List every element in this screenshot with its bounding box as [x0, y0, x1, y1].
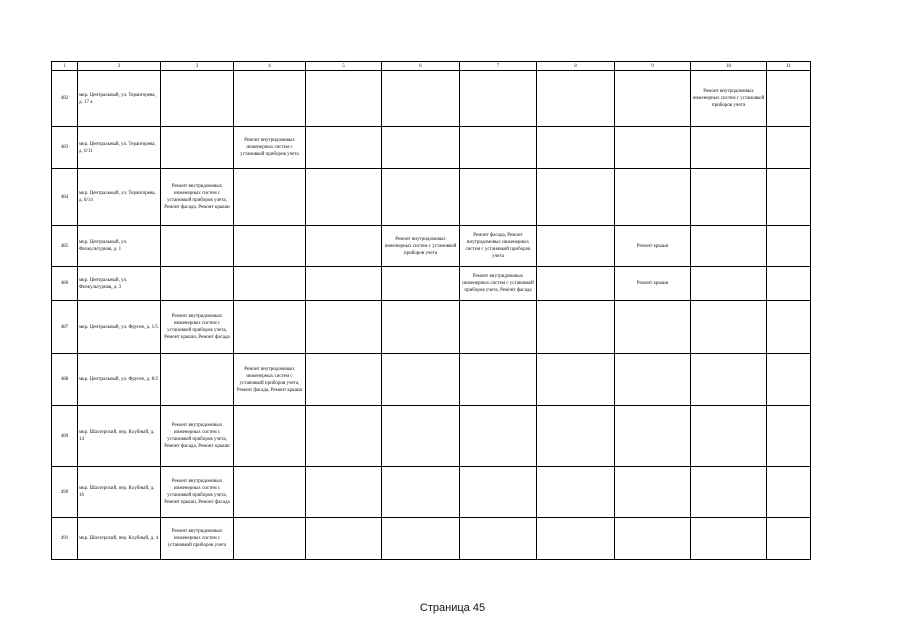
work-type-cell [537, 71, 615, 127]
work-type-cell: Ремонт внутридомовых инженерных систем с установкой приборов учета, Ремонт крыши, Ремонт фасада [161, 301, 234, 354]
work-type-cell [460, 518, 537, 560]
work-type-cell [306, 169, 382, 226]
work-type-cell [234, 467, 306, 518]
work-type-cell [234, 406, 306, 467]
work-type-cell [460, 169, 537, 226]
column-header: 4 [234, 62, 306, 71]
work-type-cell: Ремонт крыши [615, 226, 691, 267]
work-type-cell [460, 354, 537, 406]
work-type-cell [382, 354, 460, 406]
work-type-cell [161, 267, 234, 301]
work-type-cell [691, 226, 767, 267]
work-type-cell [767, 127, 811, 169]
work-type-cell [615, 406, 691, 467]
work-type-cell [382, 267, 460, 301]
work-type-cell [460, 301, 537, 354]
work-type-cell [767, 226, 811, 267]
work-type-cell [234, 301, 306, 354]
address-cell: мкр. Центральный, ул. Терангорева, д. 8/14 [78, 169, 161, 226]
work-type-cell: Ремонт внутридомовых инженерных систем с установкой приборов учета, Ремонт фасада, Ремонт крыши [161, 169, 234, 226]
table-row [52, 169, 811, 226]
work-type-cell [615, 127, 691, 169]
work-type-cell [767, 169, 811, 226]
row-number: 490 [52, 467, 78, 518]
work-type-cell [615, 169, 691, 226]
work-type-cell [615, 518, 691, 560]
work-type-cell [537, 406, 615, 467]
row-number: 488 [52, 354, 78, 406]
work-type-cell [691, 354, 767, 406]
work-type-cell [382, 127, 460, 169]
work-type-cell [460, 71, 537, 127]
work-type-cell [537, 226, 615, 267]
work-type-cell [691, 406, 767, 467]
work-type-cell [382, 169, 460, 226]
row-number: 489 [52, 406, 78, 467]
table-row [52, 354, 811, 406]
work-type-cell: Ремонт внутридомовых инженерных систем с установкой приборов учета [234, 127, 306, 169]
work-type-cell: Ремонт фасада, Ремонт внутридомовых инженерных систем с установкой приборов учета [460, 226, 537, 267]
work-type-cell [234, 226, 306, 267]
work-type-cell [382, 467, 460, 518]
address-cell: мкр. Центральный, ул. Фрунзе, д. 1/5 [78, 301, 161, 354]
work-type-cell [691, 518, 767, 560]
column-header: 6 [382, 62, 460, 71]
data-table [51, 61, 811, 560]
work-type-cell [306, 301, 382, 354]
work-type-cell [691, 127, 767, 169]
work-type-cell: Ремонт внутридомовых инженерных систем с установкой приборов учета, Ремонт фасада, Ремонт крыши [234, 354, 306, 406]
work-type-cell [691, 301, 767, 354]
work-type-cell [382, 301, 460, 354]
column-header: 7 [460, 62, 537, 71]
work-type-cell [767, 518, 811, 560]
work-type-cell [234, 518, 306, 560]
work-type-cell [537, 354, 615, 406]
work-type-cell [767, 71, 811, 127]
work-type-cell [537, 467, 615, 518]
work-type-cell [460, 467, 537, 518]
column-header: 1 [52, 62, 78, 71]
work-type-cell [615, 467, 691, 518]
table-row [52, 301, 811, 354]
work-type-cell: Ремонт внутридомовых инженерных систем с установкой приборов учета, Ремонт фасада [460, 267, 537, 301]
table-row [52, 518, 811, 560]
work-type-cell [234, 267, 306, 301]
table-row [52, 267, 811, 301]
work-type-cell [615, 354, 691, 406]
work-type-cell [234, 169, 306, 226]
work-type-cell [306, 467, 382, 518]
work-type-cell [767, 354, 811, 406]
work-type-cell [382, 71, 460, 127]
work-type-cell [460, 406, 537, 467]
table-row [52, 127, 811, 169]
work-type-cell: Ремонт внутридомовых инженерных систем с установкой приборов учета, Ремонт фасада, Ремонт крыши [161, 406, 234, 467]
work-type-cell [161, 226, 234, 267]
work-type-cell [306, 406, 382, 467]
address-cell: мкр. Шахтерский, пер. Клубный, д. 14 [78, 406, 161, 467]
column-header: 10 [691, 62, 767, 71]
work-type-cell [382, 406, 460, 467]
column-header: 5 [306, 62, 382, 71]
row-number: 491 [52, 518, 78, 560]
work-type-cell [161, 127, 234, 169]
page-number: Страница 45 [419, 602, 486, 614]
address-cell: мкр. Центральный, ул. Фрунзе, д. 8/2 [78, 354, 161, 406]
work-type-cell [691, 467, 767, 518]
column-header: 9 [615, 62, 691, 71]
address-cell: мкр. Центральный, ул. Физкультурная, д. 1 [78, 226, 161, 267]
work-type-cell [306, 518, 382, 560]
work-type-cell [537, 169, 615, 226]
row-number: 487 [52, 301, 78, 354]
work-type-cell [306, 127, 382, 169]
work-type-cell [161, 71, 234, 127]
row-number: 485 [52, 226, 78, 267]
column-header: 8 [537, 62, 615, 71]
address-cell: мкр. Шахтерский, пер. Клубный, д. 16 [78, 467, 161, 518]
table-row [52, 226, 811, 267]
header-row [52, 62, 811, 71]
work-type-cell [306, 71, 382, 127]
work-type-cell: Ремонт внутридомовых инженерных систем с установкой приборов учета, Ремонт крыши, Ремонт фасада [161, 467, 234, 518]
work-type-cell [691, 267, 767, 301]
address-cell: мкр. Центральный, ул. Терангорева, д. 6/11 [78, 127, 161, 169]
work-type-cell [615, 301, 691, 354]
work-type-cell [537, 301, 615, 354]
work-type-cell [537, 518, 615, 560]
table-row [52, 406, 811, 467]
work-type-cell: Ремонт крыши [615, 267, 691, 301]
row-number: 484 [52, 169, 78, 226]
column-header: 3 [161, 62, 234, 71]
address-cell: мкр. Центральный, ул. Терангорева, д. 17 а [78, 71, 161, 127]
work-type-cell [767, 301, 811, 354]
work-type-cell [306, 267, 382, 301]
work-type-cell [382, 518, 460, 560]
work-type-cell [767, 267, 811, 301]
work-type-cell [767, 406, 811, 467]
work-type-cell [691, 169, 767, 226]
row-number: 483 [52, 127, 78, 169]
column-header: 11 [767, 62, 811, 71]
work-type-cell: Ремонт внутридомовых инженерных систем с установкой приборов учета [382, 226, 460, 267]
work-type-cell [615, 71, 691, 127]
row-number: 482 [52, 71, 78, 127]
work-type-cell: Ремонт внутридомовых инженерных систем с установкой приборов учета [161, 518, 234, 560]
work-type-cell [537, 127, 615, 169]
column-header: 2 [78, 62, 161, 71]
table-row [52, 71, 811, 127]
work-type-cell: Ремонт внутридомовых инженерных систем с установкой приборов учета [691, 71, 767, 127]
work-type-cell [306, 354, 382, 406]
work-type-cell [460, 127, 537, 169]
work-type-cell [767, 467, 811, 518]
row-number: 486 [52, 267, 78, 301]
work-type-cell [537, 267, 615, 301]
work-type-cell [306, 226, 382, 267]
address-cell: мкр. Центральный, ул. Физкультурная, д. 3 [78, 267, 161, 301]
work-type-cell [161, 354, 234, 406]
table-row [52, 467, 811, 518]
address-cell: мкр. Шахтерский, пер. Клубный, д. 4 [78, 518, 161, 560]
work-type-cell [234, 71, 306, 127]
